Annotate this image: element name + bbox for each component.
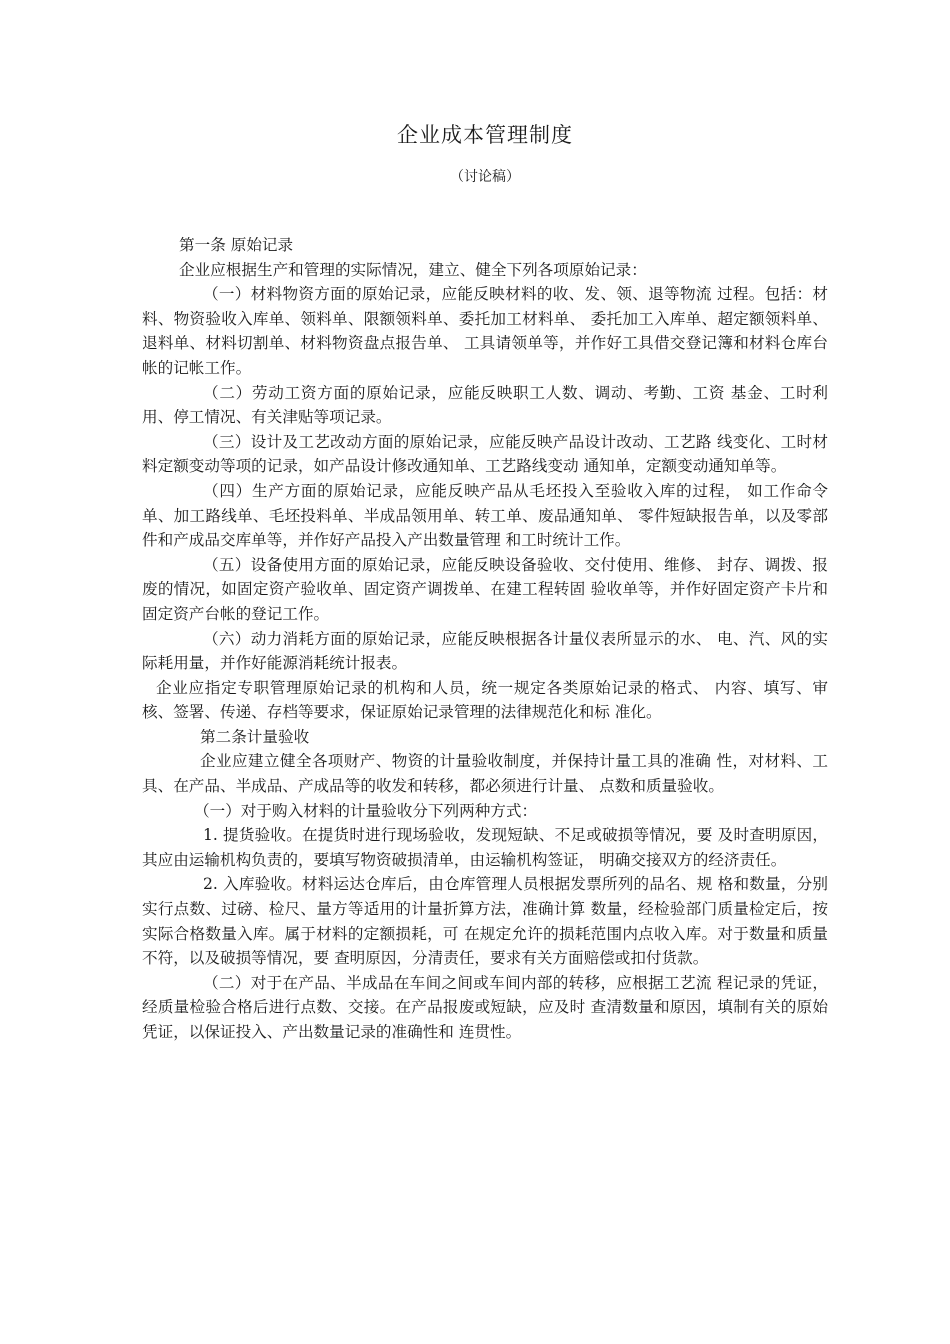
- paragraph: （一）材料物资方面的原始记录，应能反映材料的收、发、领、退等物流 过程。包括：材料、物资验收入库单、领料单、限额领料单、委托加工材料单、 委托加工入库单、超定额领料单、退料单、材料切割单、材料物资盘点报告单、 工具请领单等，并作好工具借交登记簿和材料仓库台帐的记帐工作。: [142, 285, 828, 377]
- paragraph: 企业应根据生产和管理的实际情况，建立、健全下列各项原始记录：: [179, 260, 647, 279]
- paragraph: （二）劳动工资方面的原始记录，应能反映职工人数、调动、考勤、工资 基金、工时利用、停工情况、有关津贴等项记录。: [142, 383, 828, 427]
- paragraph: 企业应建立健全各项财产、物资的计量验收制度，并保持计量工具的准确 性，对材料、工具、在产品、半成品、产成品等的收发和转移，都必须进行计量、 点数和质量验收。: [142, 752, 828, 796]
- paragraph: （二）对于在产品、半成品在车间之间或车间内部的转移，应根据工艺流 程记录的凭证，经质量检验合格后进行点数、交接。在产品报废或短缺，应及时 查清数量和原因，填制有关的原始凭证，以保证投入、产出数量记录的准确性和 连贯性。: [142, 973, 828, 1041]
- paragraph: （五）设备使用方面的原始记录，应能反映设备验收、交付使用、维修、 封存、调拨、报废的情况，如固定资产验收单、固定资产调拨单、在建工程转固 验收单等，并作好固定资产卡片和固定资产台帐的登记工作。: [142, 555, 828, 623]
- paragraph: （一）对于购入材料的计量验收分下列两种方式：: [194, 801, 538, 820]
- paragraph: （四）生产方面的原始记录，应能反映产品从毛坯投入至验收入库的过程， 如工作命令单、加工路线单、毛坯投料单、半成品领用单、转工单、废品通知单、 零件短缺报告单，以及零部件和产成品交库单等，并作好产品投入产出数量管理 和工时统计工作。: [142, 481, 828, 550]
- paragraph: 2. 入库验收。材料运达仓库后，由仓库管理人员根据发票所列的品名、规 格和数量，分别实行点数、过磅、检尺、量方等适用的计量折算方法，准确计算 数量，经检验部门质量检定后，按实际合格数量入库。属于材料的定额损耗，可 在规定允许的损耗范围内点收入库。对于数量和质量不符，以及破损等情况，要 查明原因，分清责任，要求有关方面赔偿或扣付货款。: [142, 875, 828, 968]
- article-heading: 第一条 原始记录: [179, 236, 294, 254]
- paragraph: （三）设计及工艺改动方面的原始记录，应能反映产品设计改动、工艺路 线变化、工时材料定额变动等项的记录，如产品设计修改通知单、工艺路线变动 通知单，定额变动通知单等。: [142, 432, 828, 476]
- document-body: [142, 233, 828, 1045]
- document-subtitle: （讨论稿）: [450, 169, 520, 185]
- paragraph: 1. 提货验收。在提货时进行现场验收，发现短缺、不足或破损等情况，要 及时查明原因，其应由运输机构负责的，要填写物资破损清单，由运输机构签证， 明确交接双方的经济责任。: [142, 826, 828, 869]
- paragraph: （六）动力消耗方面的原始记录，应能反映根据各计量仪表所显示的水、 电、汽、风的实际耗用量，并作好能源消耗统计报表。: [142, 629, 828, 673]
- document-title: 企业成本管理制度: [397, 123, 573, 147]
- article-heading: 第二条计量验收: [200, 727, 310, 746]
- paragraph: 企业应指定专职管理原始记录的机构和人员，统一规定各类原始记录的格式、 内容、填写、审核、签署、传递、存档等要求，保证原始记录管理的法律规范化和标 准化。: [142, 678, 828, 722]
